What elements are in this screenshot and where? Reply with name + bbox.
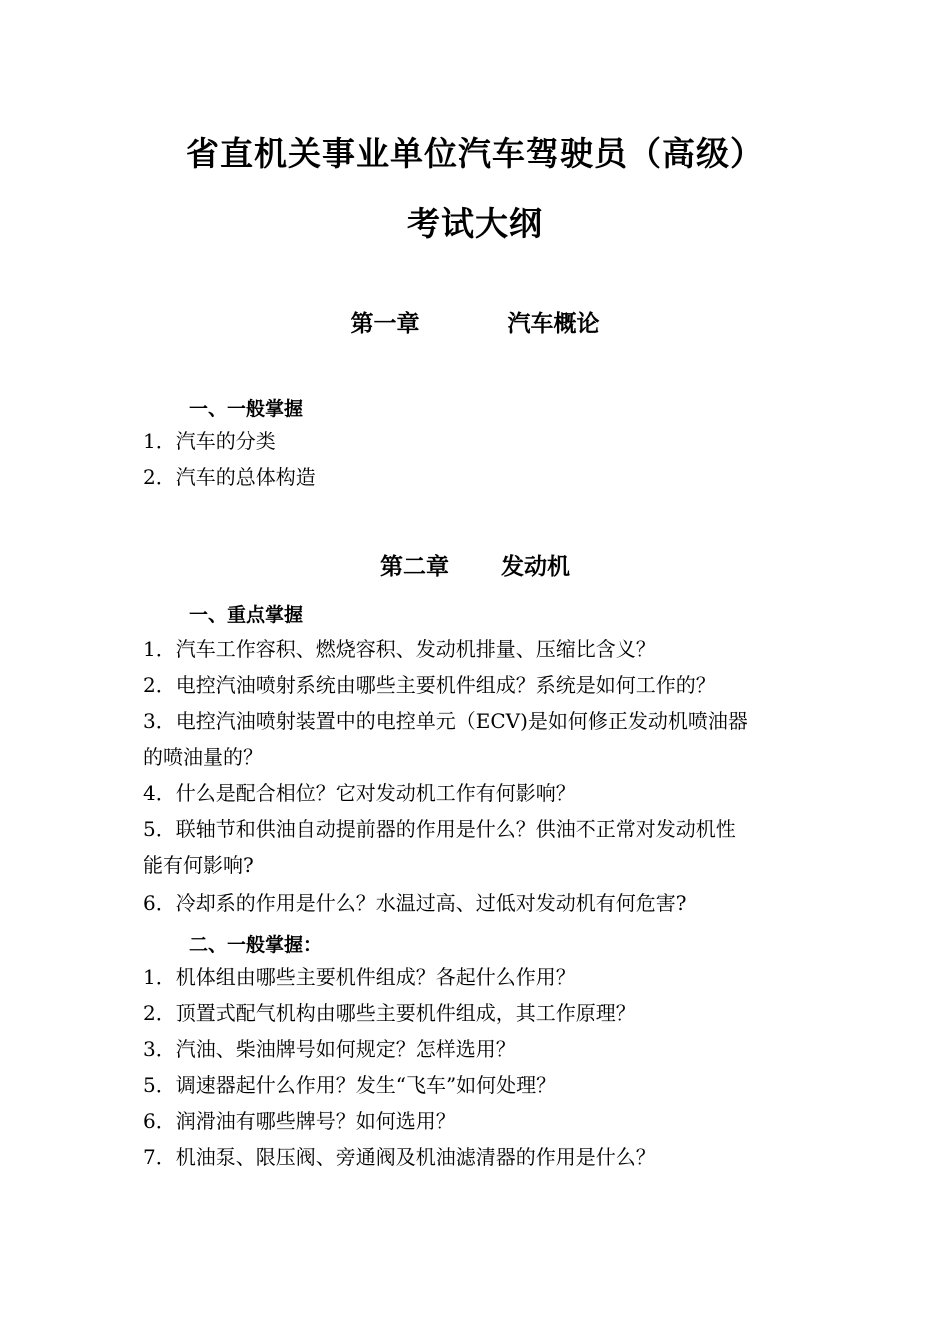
chapter-1-heading (0, 305, 950, 338)
chapter-2-section-general: 二、一般掌握： (189, 934, 323, 956)
list-item-continuation: 能有何影响? (143, 853, 254, 877)
list-item: 2．汽车的总体构造 (143, 465, 316, 489)
chapter-2-section-key: 一、重点掌握 (189, 604, 304, 626)
list-item: 5．联轴节和供油自动提前器的作用是什么？供油不正常对发动机性 (143, 817, 736, 841)
list-item: 7．机油泵、限压阀、旁通阀及机油滤清器的作用是什么？ (143, 1145, 656, 1169)
chapter-2-name: 发动机 (501, 554, 570, 580)
document-subtitle: 考试大纲 (407, 204, 543, 243)
list-item: 4．什么是配合相位？它对发动机工作有何影响？ (143, 781, 576, 805)
list-item: 2．电控汽油喷射系统由哪些主要机件组成？系统是如何工作的？ (143, 673, 716, 697)
chapter-1-section-general: 一、一般掌握 (189, 398, 304, 420)
chapter-2-heading (0, 548, 950, 581)
chapter-1-name: 汽车概论 (507, 311, 600, 337)
list-item-continuation: 的喷油量的？ (143, 745, 263, 769)
list-item: 1．汽车的分类 (143, 429, 276, 453)
list-item: 1．机体组由哪些主要机件组成？各起什么作用？ (143, 965, 576, 989)
list-item: 6．润滑油有哪些牌号？如何选用？ (143, 1109, 456, 1133)
list-item: 3．电控汽油喷射装置中的电控单元（ECV)是如何修正发动机喷油器 (143, 709, 748, 733)
list-item: 3．汽油、柴油牌号如何规定？怎样选用？ (143, 1037, 516, 1061)
document-title: 省直机关事业单位汽车驾驶员（高级） (186, 134, 764, 173)
chapter-2-number: 第二章 (380, 554, 449, 580)
list-item: 1．汽车工作容积、燃烧容积、发动机排量、压缩比含义？ (143, 637, 656, 661)
list-item: 2．顶置式配气机构由哪些主要机件组成，其工作原理？ (143, 1001, 636, 1025)
list-item: 5．调速器起什么作用？发生“飞车”如何处理？ (143, 1073, 557, 1097)
chapter-1-number: 第一章 (350, 311, 420, 337)
list-item: 6．冷却系的作用是什么？水温过高、过低对发动机有何危害? (143, 891, 687, 915)
